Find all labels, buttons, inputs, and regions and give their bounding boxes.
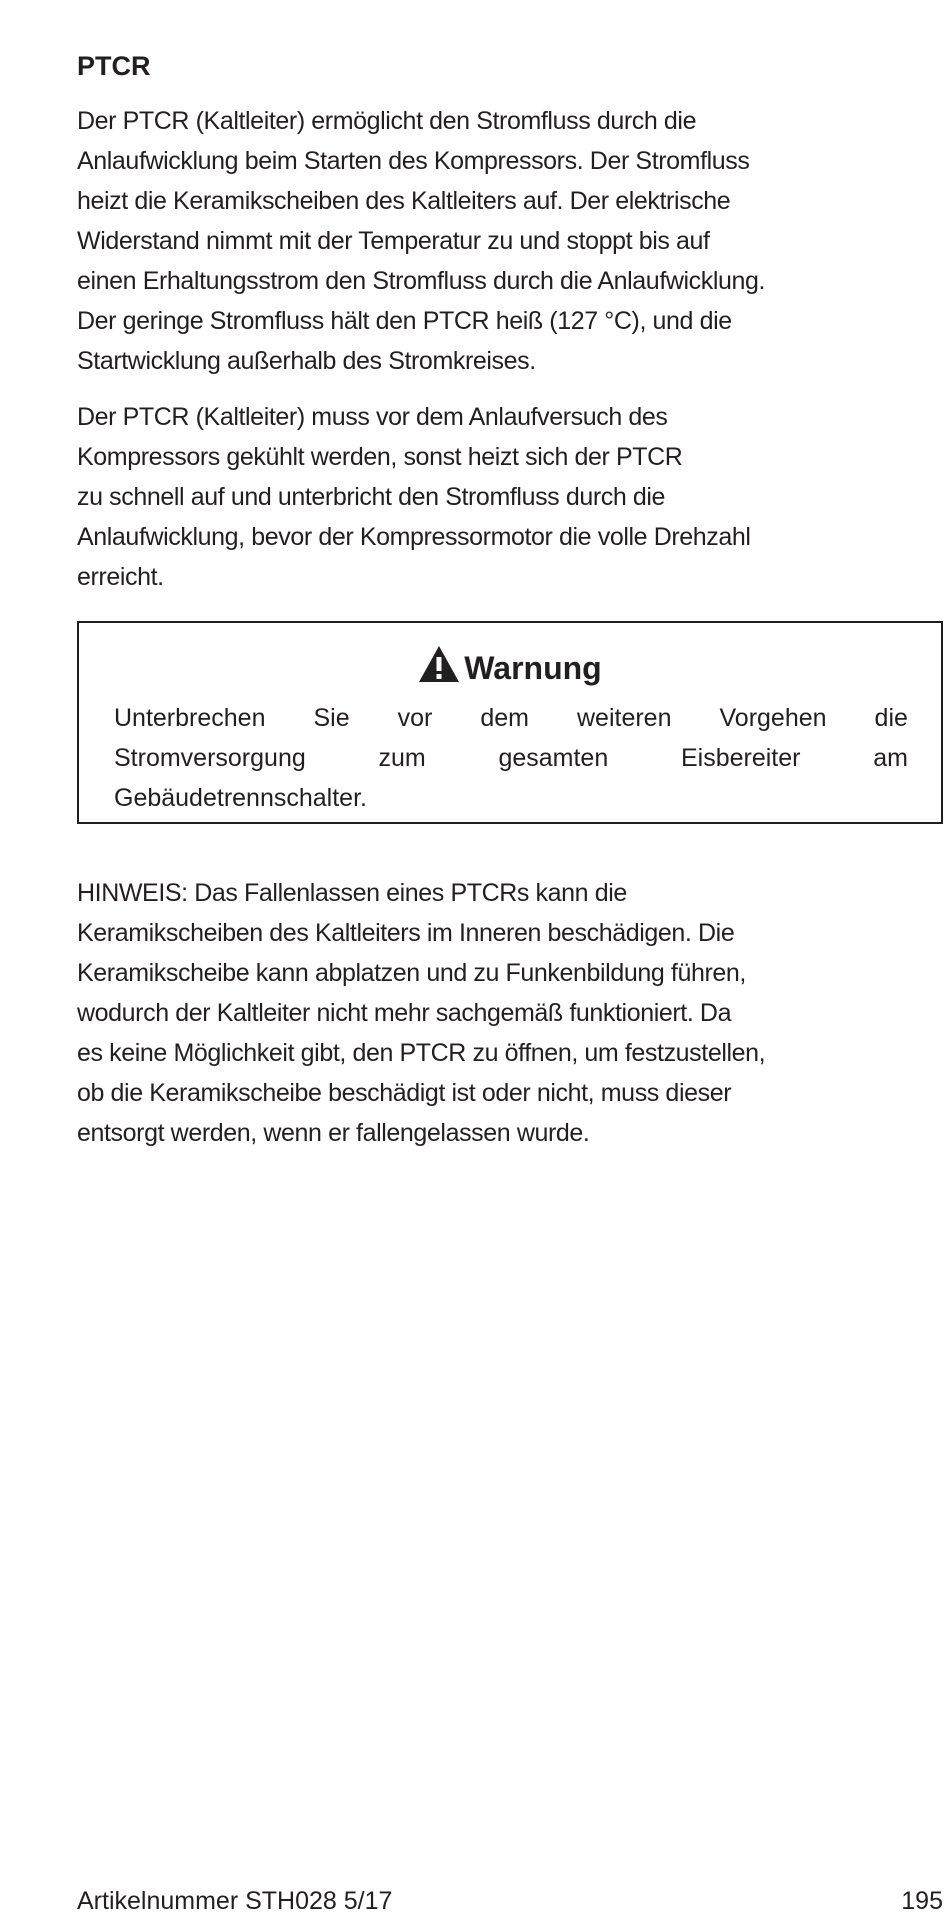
warning-word: zum	[378, 744, 426, 772]
paragraph-line: Anlaufwicklung beim Starten des Kompressors. Der Stromfluss	[77, 147, 750, 175]
paragraph-line: Der PTCR (Kaltleiter) muss vor dem Anlaufversuch des	[77, 403, 668, 431]
warning-line: Gebäudetrennschalter.	[114, 784, 367, 812]
warning-box	[77, 621, 943, 824]
warning-word: Stromversorgung	[114, 744, 306, 772]
warning-word: dem	[480, 704, 529, 732]
paragraph-line: einen Erhaltungsstrom den Stromfluss durch die Anlaufwicklung.	[77, 267, 766, 295]
warning-title-text: Warnung	[464, 650, 602, 686]
paragraph-line: wodurch der Kaltleiter nicht mehr sachgemäß funktioniert. Da	[77, 999, 732, 1027]
paragraph-line: Keramikscheibe kann abplatzen und zu Funkenbildung führen,	[77, 959, 746, 987]
warning-word: Unterbrechen	[114, 704, 266, 732]
paragraph-line: entsorgt werden, wenn er fallengelassen wurde.	[77, 1119, 590, 1147]
footer-page-number: 195	[901, 1887, 943, 1915]
warning-title	[79, 645, 941, 694]
paragraph-line: Der geringe Stromfluss hält den PTCR heiß (127 °C), und die	[77, 307, 732, 335]
paragraph-line: heizt die Keramikscheiben des Kaltleiters auf. Der elektrische	[77, 187, 731, 215]
paragraph-line: erreicht.	[77, 563, 164, 591]
section-heading: PTCR	[77, 51, 151, 81]
paragraph-line: ob die Keramikscheibe beschädigt ist oder nicht, muss dieser	[77, 1079, 732, 1107]
warning-text	[114, 698, 908, 818]
paragraph-line: Anlaufwicklung, bevor der Kompressormotor die volle Drehzahl	[77, 523, 751, 551]
paragraph-line: Der PTCR (Kaltleiter) ermöglicht den Stromfluss durch die	[77, 107, 697, 135]
paragraph-line: HINWEIS: Das Fallenlassen eines PTCRs kann die	[77, 879, 627, 907]
paragraph-line: es keine Möglichkeit gibt, den PTCR zu öffnen, um festzustellen,	[77, 1039, 766, 1067]
paragraph-ptcr-cooling	[77, 397, 943, 597]
paragraph-line: Kompressors gekühlt werden, sonst heizt sich der PTCR	[77, 443, 683, 471]
paragraph-ptcr-function	[77, 101, 943, 381]
warning-word: die	[874, 704, 908, 732]
footer-article-number: Artikelnummer STH028 5/17	[77, 1887, 393, 1915]
warning-word: am	[873, 744, 908, 772]
warning-word: gesamten	[498, 744, 609, 772]
warning-line	[114, 698, 908, 738]
paragraph-line: zu schnell auf und unterbricht den Stromfluss durch die	[77, 483, 666, 511]
paragraph-line: Startwicklung außerhalb des Stromkreises.	[77, 347, 536, 375]
warning-word: Eisbereiter	[680, 744, 801, 772]
warning-word: weiteren	[577, 704, 672, 732]
warning-word: Sie	[313, 704, 350, 732]
document-page	[77, 0, 943, 1921]
warning-word: vor	[397, 704, 433, 732]
paragraph-line: Keramikscheiben des Kaltleiters im Inneren beschädigen. Die	[77, 919, 735, 947]
warning-line	[114, 738, 908, 778]
paragraph-line: Widerstand nimmt mit der Temperatur zu und stoppt bis auf	[77, 227, 710, 255]
paragraph-note	[77, 873, 943, 1153]
warning-word: Vorgehen	[719, 704, 827, 732]
warning-triangle-icon	[418, 645, 460, 694]
